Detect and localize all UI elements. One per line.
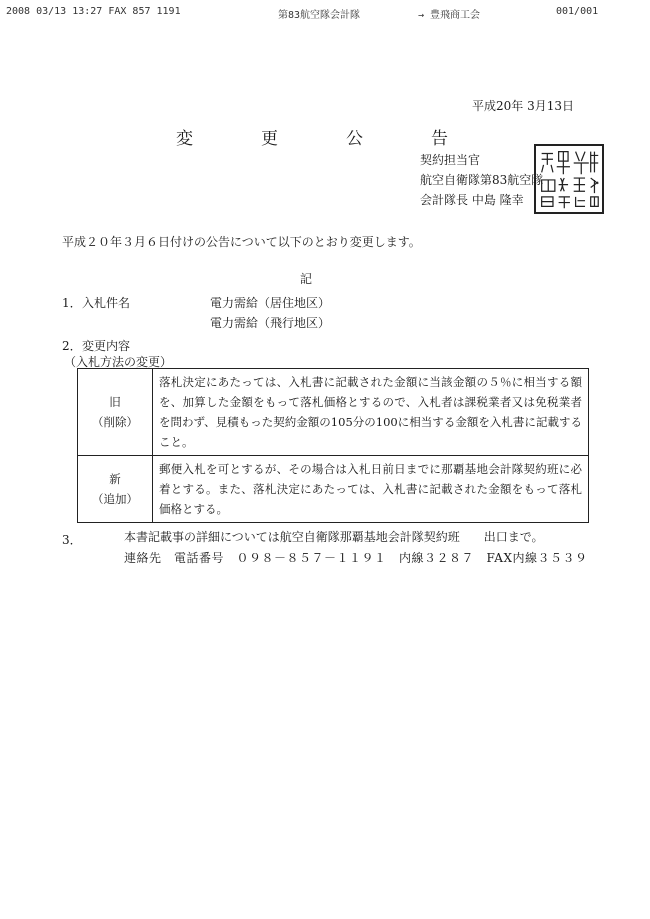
new-label: 新 [109, 472, 121, 486]
title-char: 変 [176, 129, 195, 149]
old-sublabel: （削除） [92, 415, 138, 429]
old-label-cell [78, 369, 153, 456]
item3-text: 本書記載事の詳細については航空自衛隊那覇基地会計隊契約班 出口まで。 [124, 530, 544, 544]
new-text: 郵便入札を可とするが、その場合は入札日前日までに那覇基地会計隊契約班に必着とする。また、落札決定にあたっては、入札書に記載された金額をもって落札価格とする。 [153, 456, 589, 523]
notice-date: 平成20年 3月13日 [472, 99, 574, 113]
old-label: 旧 [109, 395, 121, 409]
item1-value: 電力需給（飛行地区） [210, 316, 331, 330]
table-row-old [78, 369, 589, 456]
fax-destination: → 豊飛商工会 [418, 10, 481, 21]
item2-label: 変更内容 [82, 339, 131, 353]
intro-paragraph: 平成２０年３月６日付けの公告について以下のとおり変更します。 [62, 235, 421, 249]
change-table [77, 368, 589, 523]
title-char: 公 [346, 129, 365, 149]
fax-page-number: 001/001 [556, 6, 599, 17]
new-sublabel: （追加） [92, 492, 138, 506]
issuer-block [420, 150, 543, 210]
seal-icon [536, 146, 602, 212]
item1-value: 電力需給（居住地区） [210, 296, 331, 310]
title-char: 更 [261, 129, 280, 149]
issuer-role: 契約担当官 [420, 153, 481, 167]
fax-sender: 第83航空隊会計隊 [278, 10, 361, 21]
official-seal-stamp [534, 144, 604, 214]
ki-heading: 記 [300, 272, 313, 286]
item2-number: 2． [62, 339, 82, 353]
table-row-new [78, 456, 589, 523]
item2-sublabel: （入札方法の変更） [64, 355, 173, 369]
new-label-cell [78, 456, 153, 523]
title-char: 告 [431, 129, 450, 149]
contact-info: 連絡先 電話番号 ０９８－８５７－１１９１ 内線３２８７ FAX内線３５３９ [124, 551, 588, 565]
issuer-name: 会計隊長 中島 隆幸 [420, 193, 524, 207]
fax-header [0, 0, 650, 21]
issuer-unit: 航空自衛隊第83航空隊 [420, 173, 544, 187]
old-text: 落札決定にあたっては、入札書に記載された金額に当該金額の５％に相当する額を、加算した金額をもって落札価格とするので、入札者は課税業者又は免税業者を問わず、見積もった契約金額の105分の100に相当する金額を入札書に記載すること。 [153, 369, 589, 456]
item3-number: 3． [62, 533, 82, 547]
item1-number: 1． [62, 296, 82, 310]
notice-title [176, 124, 516, 149]
item1-label: 入札件名 [82, 296, 131, 310]
fax-timestamp: 2008 03/13 13:27 FAX 857 1191 [6, 6, 181, 17]
